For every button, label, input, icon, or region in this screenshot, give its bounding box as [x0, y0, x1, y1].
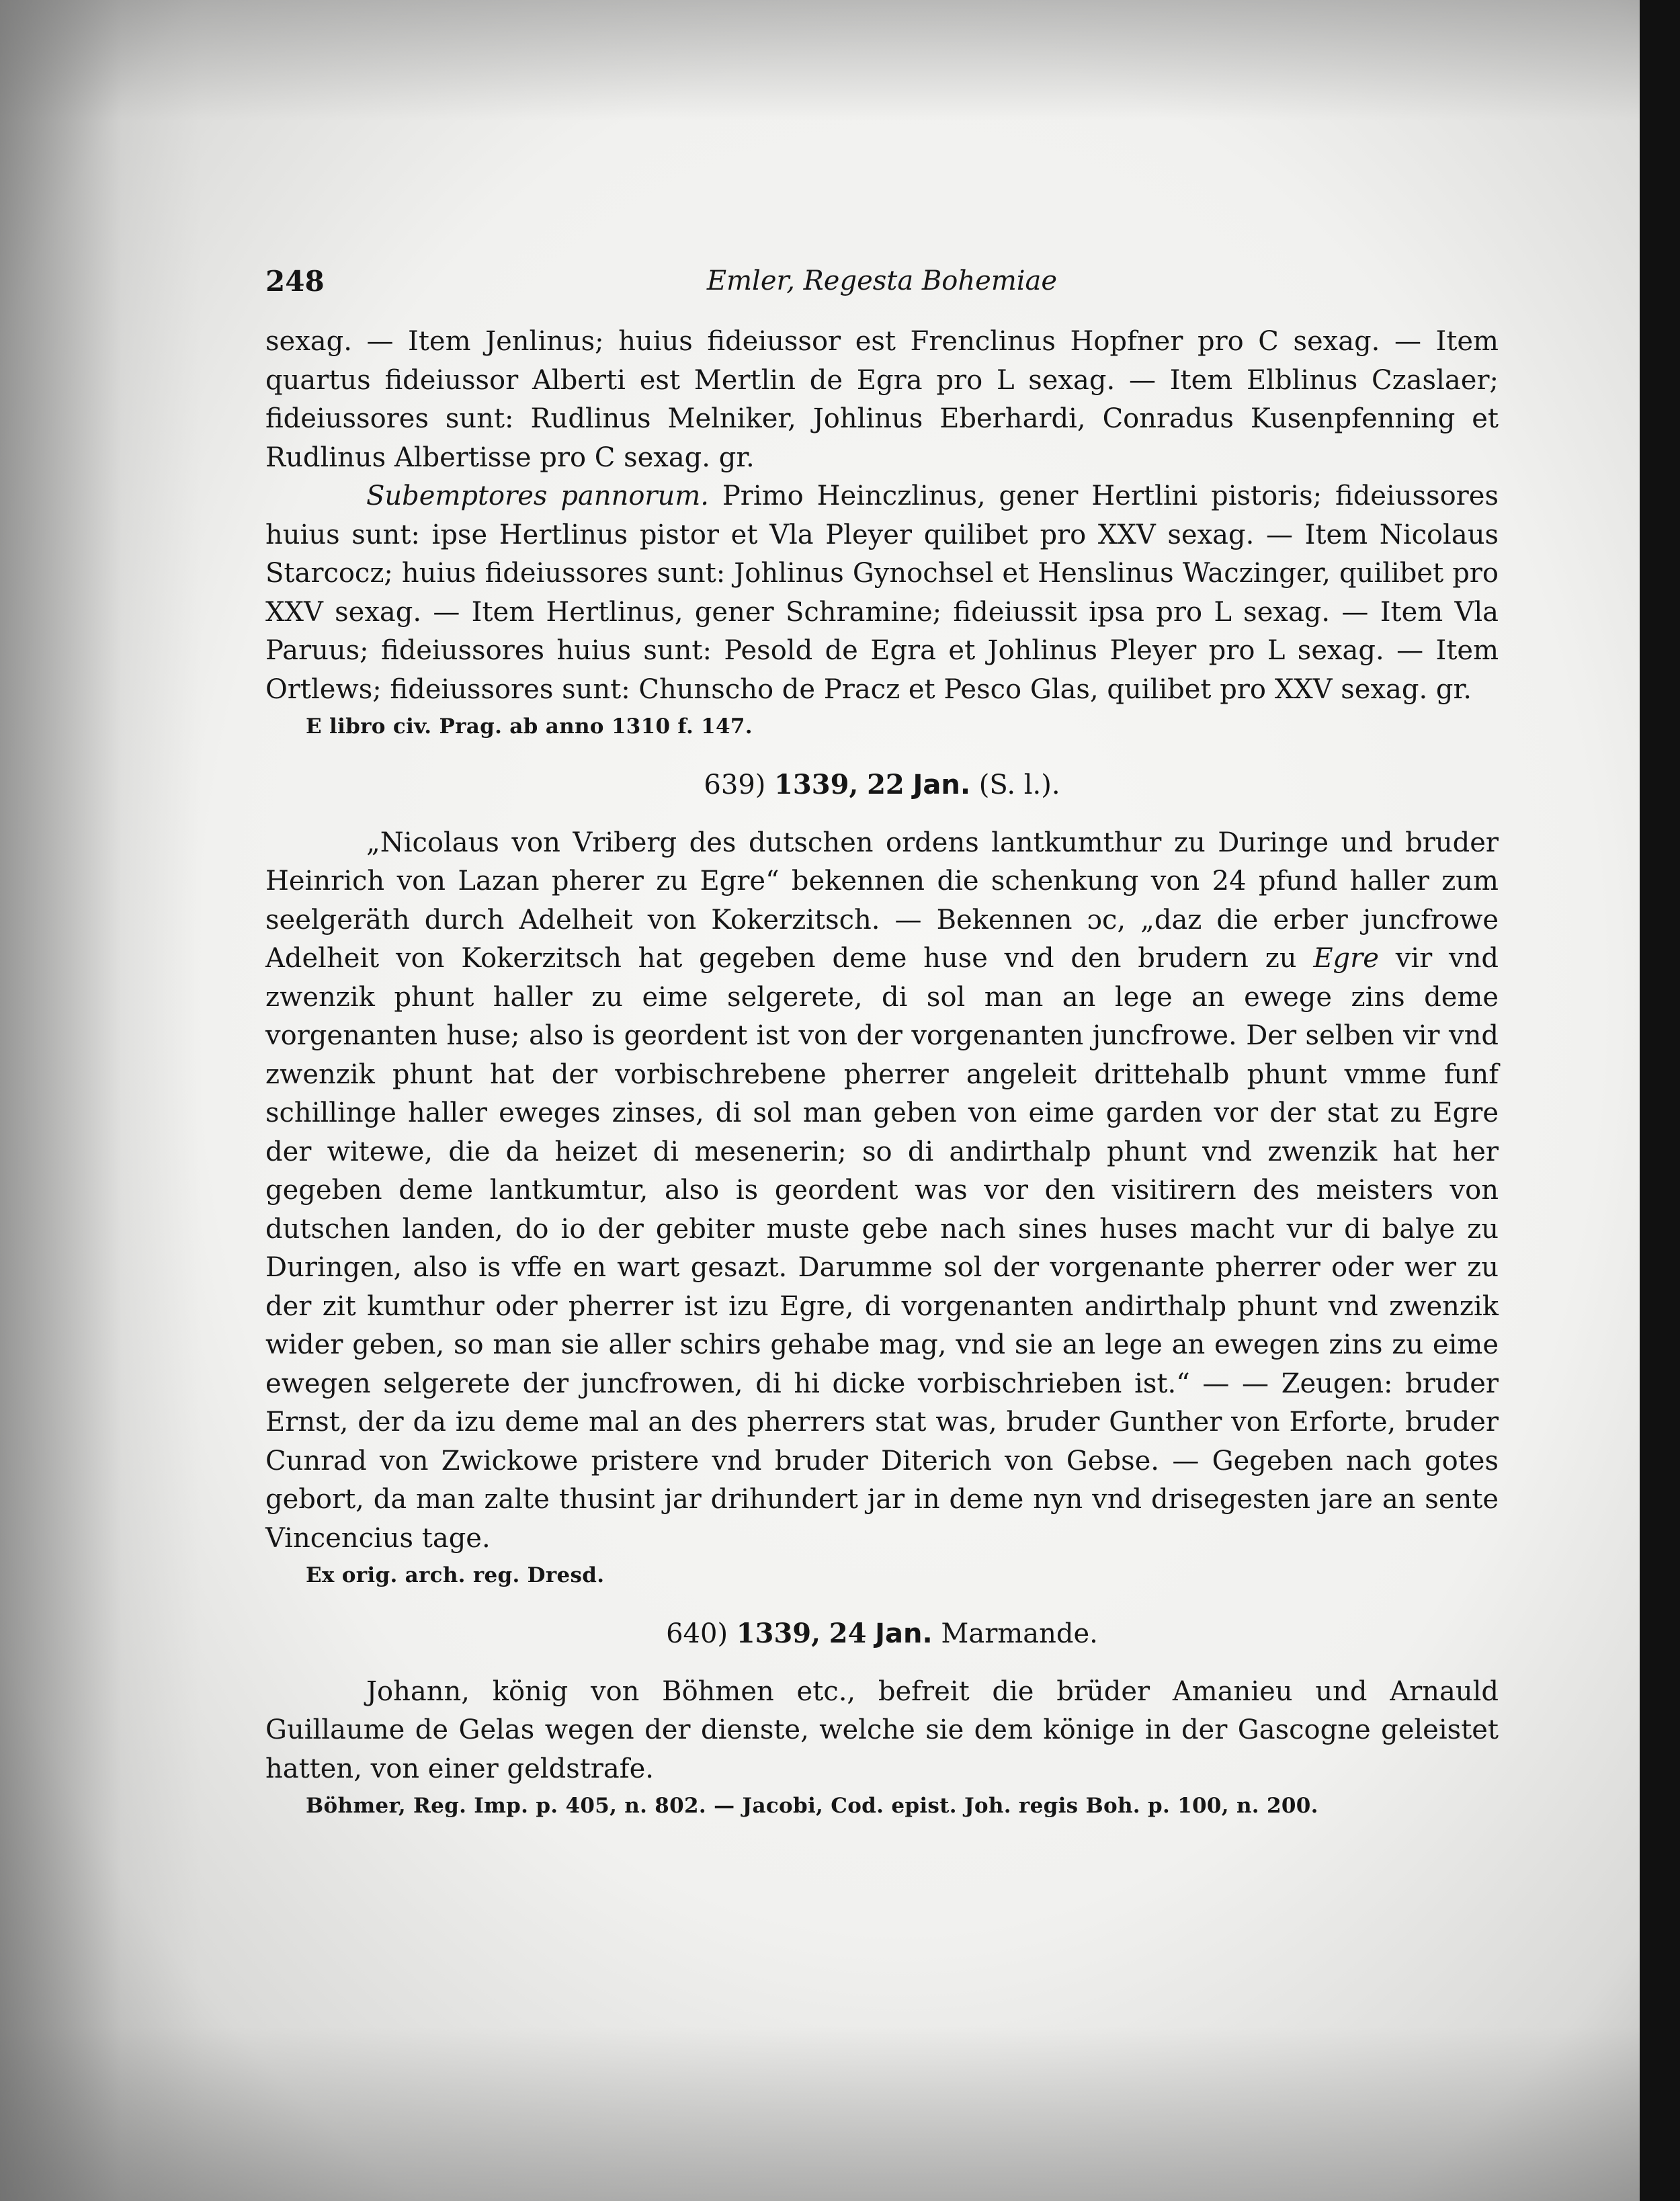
entry-day: 24: [829, 1618, 867, 1649]
subemptores-label: Subemptores pannorum.: [366, 481, 709, 511]
page-header: [265, 262, 1499, 302]
page-number: 248: [265, 265, 325, 298]
page-content: [265, 262, 1499, 1821]
entry-place: (S. l.).: [978, 770, 1060, 800]
entry-place: Marmande.: [941, 1618, 1098, 1649]
entry-heading-639: [265, 765, 1499, 805]
page-shadow-bottom: [0, 2026, 1640, 2201]
entry-number: 640): [666, 1618, 728, 1649]
entry-text-part: vir vnd zwenzik phunt haller zu eime selgerete, di sol man an lege an ewege zins deme vorgenanten huse; also is geordent ist von der vorgenanten juncfrowe. Der selben vir vnd zwenzik phunt hat der vorbischrebene pherrer angeleit drittehalb phunt vmme funf schillinge haller eweges zinses, di sol man geben von eime garden vor der stat zu Egre der witewe, die da heizet di mesenerin; so di andirthalp phunt vnd zwenzik hat her gegeben deme lantkumtur, also is geordent was vor den visitirern des meisters von dutschen landen, do io der gebiter muste gebe nach sines huses macht vur di balye zu Duringen, also is vffe en wart gesazt. Darumme sol der vorgenante pherrer oder wer zu der zit kumthur oder pherrer ist izu Egre, di vorgenanten andirthalp phunt vnd zwenzik wider geben, so man sie aller schirs gehabe mag, vnd sie an lege an ewegen zins zu eime ewegen selgerete der juncfrowen, di hi dicke vorbischrieben ist.“ — — Zeugen: bruder Ernst, der da izu deme mal an des pherrers stat was, bruder Gunther von Erforte, bruder Cunrad von Zwickowe pristere vnd bruder Diterich von Gebse. — Gegeben nach gotes gebort, da man zalte thusint jar drihundert jar in deme nyn vnd drisegesten jare an sente Vincencius tage.: [265, 943, 1499, 1554]
entry-heading-640: [265, 1614, 1499, 1654]
entry-month: Jan.: [913, 770, 971, 800]
page-shadow-top: [0, 0, 1640, 121]
source-citation: E libro civ. Prag. ab anno 1310 f. 147.: [306, 714, 753, 739]
entry-text-part: „Nicolaus von Vriberg des dutschen ordens lantkumthur zu Duringe und bruder Heinrich von Lazan pherer zu Egre“ bekennen die schenkung von 24 pfund haller zum seelgeräth durch Adelheit von Kokerzitsch. — Bekennen ɔc, „daz die erber juncfrowe Adelheit von Kokerzitsch hat gegeben deme huse vnd den brudern zu: [265, 827, 1499, 974]
entry-year: 1339,: [774, 769, 859, 800]
entry-text-640: Johann, könig von Böhmen etc., befreit die brüder Amanieu und Arnauld Guillaume de Gelas wegen der dienste, welche sie dem könige in der Gascogne geleistet hatten, von einer geldstrafe.: [265, 1675, 1499, 1784]
subemptores-paragraph: [265, 477, 1499, 709]
source-citation: Ex orig. arch. reg. Dresd.: [306, 1563, 605, 1587]
entry-month: Jan.: [875, 1618, 933, 1649]
scan-border-right: [1640, 0, 1680, 2201]
page-shadow-left: [0, 0, 202, 2201]
continuation-paragraph: sexag. — Item Jenlinus; huius fideiussor est Frenclinus Hopfner pro C sexag. — Item quartus fideiussor Alberti est Mertlin de Egra pro L sexag. — Item Elblinus Czaslaer; fideiussores sunt: Rudlinus Melniker, Johlinus Eberhardi, Conradus Kusenpfenning et Rudlinus Albertisse pro C sexag. gr.: [265, 326, 1499, 473]
entry-text-italic: Egre: [1313, 943, 1379, 974]
entry-day: 22: [867, 769, 905, 800]
subemptores-text: Primo Heinczlinus, gener Hertlini pistoris; fideiussores huius sunt: ipse Hertlinus pistor et Vla Pleyer quilibet pro XXV sexag. — Item Nicolaus Starcocz; huius fideiussores sunt: Johlinus Gynochsel et Henslinus Waczinger, quilibet pro XXV sexag. — Item Hertlinus, gener Schramine; fideiussit ipsa pro L sexag. — Item Vla Paruus; fideiussores huius sunt: Pesold de Egra et Johlinus Pleyer pro L sexag. — Item Ortlews; fideiussores sunt: Chunscho de Pracz et Pesco Glas, quilibet pro XXV sexag. gr.: [265, 481, 1499, 705]
entry-number: 639): [704, 770, 766, 800]
source-citation: Böhmer, Reg. Imp. p. 405, n. 802. — Jacobi, Cod. epist. Joh. regis Boh. p. 100, n. 200.: [306, 1794, 1318, 1818]
running-head: Emler, Regesta Bohemiae: [706, 265, 1058, 296]
entry-text-639: [265, 824, 1499, 1559]
entry-year: 1339,: [736, 1618, 821, 1649]
